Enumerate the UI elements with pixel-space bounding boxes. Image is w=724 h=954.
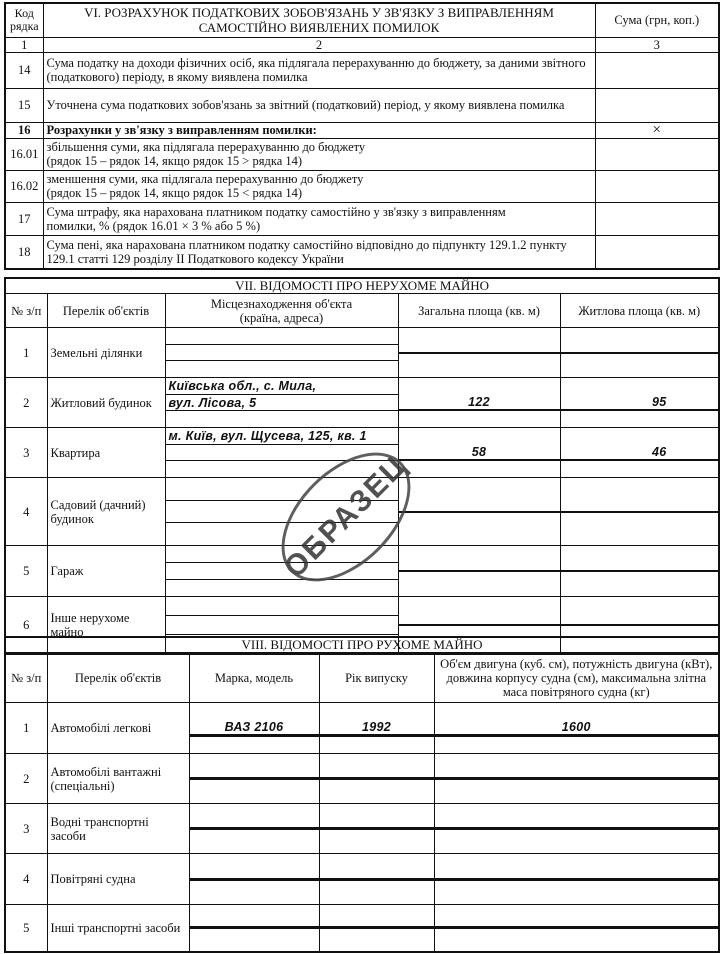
address-line2: [166, 615, 398, 634]
address-line1: [166, 328, 398, 344]
header-num: № з/п: [5, 294, 47, 328]
params-field[interactable]: [434, 905, 719, 952]
table-row: [5, 52, 719, 88]
sum-field[interactable]: [595, 88, 719, 122]
section-6-title: VI. РОЗРАХУНОК ПОДАТКОВИХ ЗОБОВ'ЯЗАНЬ У ЗВ'ЯЗКУ З ВИПРАВЛЕННЯМ САМОСТІЙНО ВИЯВЛЕНИХ ПОМИЛОК: [43, 3, 595, 37]
object-label: Садовий (дачний) будинок: [47, 478, 165, 546]
col-num-1: 1: [5, 37, 43, 52]
living-area-field[interactable]: [560, 428, 719, 478]
row-code: 16.02: [5, 170, 43, 202]
year-field[interactable]: [319, 804, 434, 854]
total-area-field[interactable]: [398, 378, 560, 428]
object-label: Інше нерухоме майно: [47, 597, 165, 655]
object-label: Гараж: [47, 546, 165, 597]
section-6-table: [4, 2, 720, 270]
object-label: Водні транспортні засоби: [47, 804, 189, 854]
row-code: 16: [5, 122, 43, 138]
living-area-field[interactable]: [560, 478, 719, 546]
row-text: Розрахунки у зв'язку з виправленням помилки:: [43, 122, 595, 138]
year-field[interactable]: [319, 905, 434, 952]
row-text-line1: збільшення суми, яка підлягала перерахуванню до бюджету: [46, 140, 366, 154]
total-area-field[interactable]: [398, 478, 560, 546]
table-row: [5, 138, 719, 170]
address-field[interactable]: [165, 328, 398, 378]
total-area-field[interactable]: [398, 328, 560, 378]
total-area-field[interactable]: [398, 428, 560, 478]
header-total-area: Загальна площа (кв. м): [398, 294, 560, 328]
row-num: 2: [5, 378, 47, 428]
model-field[interactable]: [189, 854, 319, 905]
table-row: [5, 905, 719, 952]
row-code: 17: [5, 202, 43, 235]
year-field-value: 1992: [361, 719, 391, 734]
header-location-line2: (країна, адреса): [239, 310, 324, 325]
table-row: [5, 235, 719, 269]
row-text: [43, 138, 595, 170]
row-num: 1: [5, 703, 47, 754]
sum-field[interactable]: [595, 170, 719, 202]
row-num: 5: [5, 905, 47, 952]
row-text-line2: (рядок 15 – рядок 14, якщо рядок 15 < рядка 14): [46, 186, 303, 200]
row-num: 3: [5, 428, 47, 478]
row-code: 14: [5, 52, 43, 88]
address-line2: вул. Лісова, 5: [166, 394, 398, 411]
object-label: Автомобілі легкові: [47, 703, 189, 754]
year-field[interactable]: [319, 703, 434, 754]
living-area-field[interactable]: [560, 546, 719, 597]
model-field[interactable]: [189, 703, 319, 754]
row-text-line1: зменшення суми, яка підлягала перерахуванню до бюджету: [46, 172, 364, 186]
sum-field[interactable]: [595, 52, 719, 88]
row-code: 16.01: [5, 138, 43, 170]
address-line1: м. Київ, вул. Щусева, 125, кв. 1: [168, 428, 367, 443]
year-field[interactable]: [319, 854, 434, 905]
table-row: [5, 328, 719, 378]
address-field[interactable]: [165, 378, 398, 428]
row-num: 4: [5, 854, 47, 905]
section-8-table: [4, 636, 720, 953]
model-field[interactable]: [189, 905, 319, 952]
row-code: 15: [5, 88, 43, 122]
header-location-line1: Місцезнаходження об'єкта: [210, 296, 353, 311]
header-model: Марка, модель: [189, 653, 319, 703]
row-text: Сума пені, яка нарахована платником податку самостійно відповідно до підпункту 129.1.2 пункту 129.1 статті 129 розділу ІІ Податкового кодексу України: [43, 235, 595, 269]
cross-mark: ×: [595, 122, 719, 138]
object-label: Житловий будинок: [47, 378, 165, 428]
section-7-title: VII. ВІДОМОСТІ ПРО НЕРУХОМЕ МАЙНО: [5, 278, 719, 294]
table-row: [5, 854, 719, 905]
address-line3: [166, 360, 398, 377]
living-area-field[interactable]: [560, 378, 719, 428]
row-num: 1: [5, 328, 47, 378]
table-row: [5, 170, 719, 202]
model-field[interactable]: [189, 804, 319, 854]
row-num: 4: [5, 478, 47, 546]
row-num: 3: [5, 804, 47, 854]
table-row: [5, 202, 719, 235]
header-year: Рік випуску: [319, 653, 434, 703]
total-area-value: 122: [468, 394, 490, 409]
model-field[interactable]: [189, 754, 319, 804]
col-num-2: 2: [43, 37, 595, 52]
header-params: Об'єм двигуна (куб. см), потужність двигуна (кВт), довжина корпусу судна (см), максимальна злітна маса повітряного судна (кг): [434, 653, 719, 703]
header-objects: Перелік об'єктів: [47, 294, 165, 328]
row-num: 5: [5, 546, 47, 597]
object-label: Повітряні судна: [47, 854, 189, 905]
object-label: Інші транспортні засоби: [47, 905, 189, 952]
header-location: [165, 294, 398, 328]
row-text: [43, 202, 595, 235]
address-line1: [166, 597, 398, 615]
row-num: 6: [5, 597, 47, 655]
row-code: 18: [5, 235, 43, 269]
header-objects: Перелік об'єктів: [47, 653, 189, 703]
stamp-text: ОБРАЗЕЦ: [277, 448, 414, 585]
col-num-3: 3: [595, 37, 719, 52]
total-area-value: 58: [471, 444, 487, 459]
row-text: [43, 170, 595, 202]
address-line3: [166, 579, 398, 596]
row-text-line1: Сума штрафу, яка нарахована платником податку самостійно у зв'язку з виправленням: [46, 204, 506, 219]
params-field[interactable]: [434, 854, 719, 905]
table-row: [5, 378, 719, 428]
object-label: Земельні ділянки: [47, 328, 165, 378]
params-field[interactable]: [434, 703, 719, 754]
row-num: 2: [5, 754, 47, 804]
row-text-line2: (рядок 15 – рядок 14, якщо рядок 15 > рядка 14): [46, 154, 303, 168]
sum-field[interactable]: [595, 202, 719, 235]
row-text: Сума податку на доходи фізичних осіб, яка підлягала перерахуванню до бюджету, за даними звітного (податкового) періоду, в якому виявлена помилка: [43, 52, 595, 88]
living-area-value: 95: [652, 394, 667, 409]
table-row: [5, 88, 719, 122]
header-code: Код рядка: [5, 3, 43, 37]
living-area-value: 46: [652, 444, 667, 459]
table-row: [5, 754, 719, 804]
model-field-value: ВАЗ 2106: [224, 719, 284, 734]
address-line3: [166, 410, 398, 427]
address-line1: Київська обл., с. Мила,: [168, 378, 317, 393]
object-label: Автомобілі вантажні (спеціальні): [47, 754, 189, 804]
header-living-area: Житлова площа (кв. м): [560, 294, 719, 328]
object-label: Квартира: [47, 428, 165, 478]
section-8-title: VIII. ВІДОМОСТІ ПРО РУХОМЕ МАЙНО: [5, 637, 719, 653]
row-text-line2: помилки, % (рядок 16.01 × 3 % або 5 %): [46, 218, 261, 233]
table-row: [5, 122, 719, 138]
living-area-field[interactable]: [560, 328, 719, 378]
header-num: № з/п: [5, 653, 47, 703]
params-field[interactable]: [434, 804, 719, 854]
row-text: Уточнена сума податкових зобов'язань за звітний (податковий) період, у якому виявлена помилка: [43, 88, 595, 122]
sum-field[interactable]: [595, 138, 719, 170]
address-line2: [166, 344, 398, 361]
sum-field[interactable]: [595, 235, 719, 269]
year-field[interactable]: [319, 754, 434, 804]
params-field-value: 1600: [561, 719, 591, 734]
total-area-field[interactable]: [398, 546, 560, 597]
params-field[interactable]: [434, 754, 719, 804]
table-row: [5, 804, 719, 854]
header-sum: Сума (грн, коп.): [595, 3, 719, 37]
table-row: [5, 703, 719, 754]
